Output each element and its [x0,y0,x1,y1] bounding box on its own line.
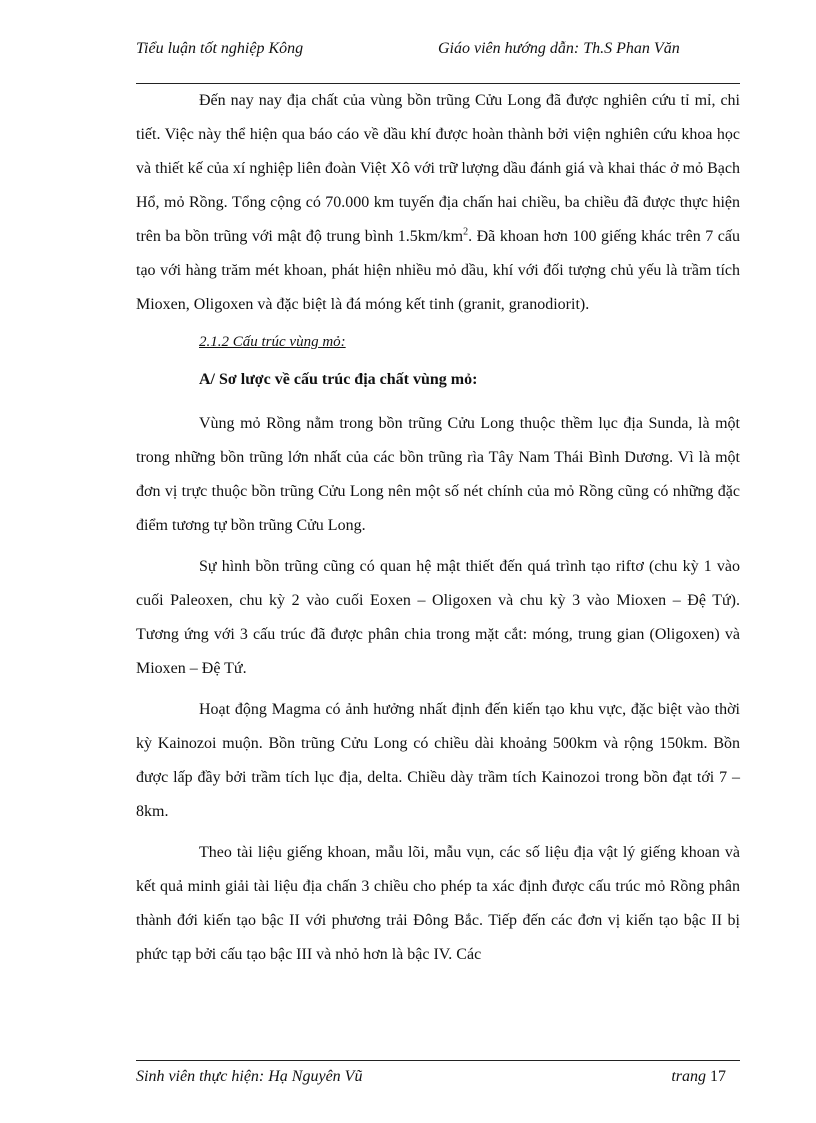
footer-page-label: trang [671,1068,706,1085]
superscript-squared: 2 [463,226,469,238]
paragraph-well-data: Theo tài liệu giếng khoan, mẫu lõi, mẫu vụn, các số liệu địa vật lý giếng khoan và kết quả minh giải tài liệu địa chấn 3 chiều cho phép ta xác định được cấu trúc mỏ Rồng phân thành đới kiến tạo bậc II với phương trải Đông Bắc. Tiếp đến các đơn vị kiến tạo bậc II bị phức tạp bởi cấu tạo bậc III và nhỏ hơn là bậc IV. Các [136,844,740,963]
header-thesis-title: Tiểu luận tốt nghiệp Kông [136,40,304,57]
footer-student: Sinh viên thực hiện: Hạ Nguyên Vũ [136,1068,363,1085]
footer-page [671,1066,726,1088]
paragraph-spacer [136,686,740,693]
section-heading: A/ Sơ lược về cấu trúc địa chất vùng mỏ: [199,371,478,388]
paragraph-survey-history-tail: . Đã khoan hơn 100 giếng khác trên 7 cấu tạo với hàng trăm mét khoan, phát hiện nhiều mỏ dầu, khí với đối tượng chủ yếu là trầm tích Mioxen, Oligoxen và đặc biệt là đá móng kết tinh (granit, granodiorit). [136,228,741,313]
paragraph-survey-history [136,84,740,322]
paragraph-spacer [136,543,740,550]
paragraph-spacer [136,829,740,836]
section-subheading [136,322,740,363]
paragraph-location: Vùng mỏ Rồng nằm trong bồn trũng Cửu Long thuộc thềm lục địa Sunda, là một trong những bồn trũng lớn nhất của các bồn trũng rìa Tây Nam Thái Bình Dương. Vì là một đơn vị trực thuộc bồn trũng Cửu Long nên một số nét chính của mỏ Rồng cũng có những đặc điểm tương tự bồn trũng Cửu Long. [136,415,740,534]
document-body [136,84,740,972]
paragraph-rift-cycles: Sự hình bồn trũng cũng có quan hệ mật thiết đến quá trình tạo riftơ (chu kỳ 1 vào cuối Paleoxen, chu kỳ 2 vào cuối Eoxen – Oligoxen và chu kỳ 3 vào Mioxen – Đệ Tứ). Tương ứng với 3 cấu trúc đã được phân chia trong mặt cắt: móng, trung gian (Oligoxen) và Mioxen – Đệ Tứ. [136,558,740,677]
page-header [136,38,740,84]
paragraph-survey-history-text: Đến nay nay địa chất của vùng bồn trũng Cửu Long đã được nghiên cứu tỉ mỉ, chi tiết. Việc này thể hiện qua báo cáo về dầu khí được hoàn thành bởi viện nghiên cứu khoa học và thiết kế của xí nghiệp liên đoàn Việt Xô với trữ lượng dầu đánh giá và khai thác ở mỏ Bạch Hổ, mỏ Rồng. Tổng cộng có 70.000 km tuyến địa chấn hai chiều, ba chiều đã được thực hiện trên ba bồn trũng với mật độ trung bình 1.5km/km [136,92,740,245]
footer-page-number: 17 [710,1068,726,1085]
section-subheading-text: 2.1.2 Cấu trúc vùng mỏ: [199,334,346,350]
paragraph-magma: Hoạt động Magma có ảnh hưởng nhất định đến kiến tạo khu vực, đặc biệt vào thời kỳ Kainozoi muộn. Bồn trũng Cửu Long có chiều dài khoảng 500km và rộng 150km. Bồn được lấp đầy bởi trầm tích lục địa, delta. Chiều dày trầm tích Kainozoi trong bồn đạt tới 7 – 8km. [136,701,740,820]
header-advisor: Giáo viên hướng dẫn: Th.S Phan Văn [438,40,680,57]
footer-divider [136,1060,740,1061]
